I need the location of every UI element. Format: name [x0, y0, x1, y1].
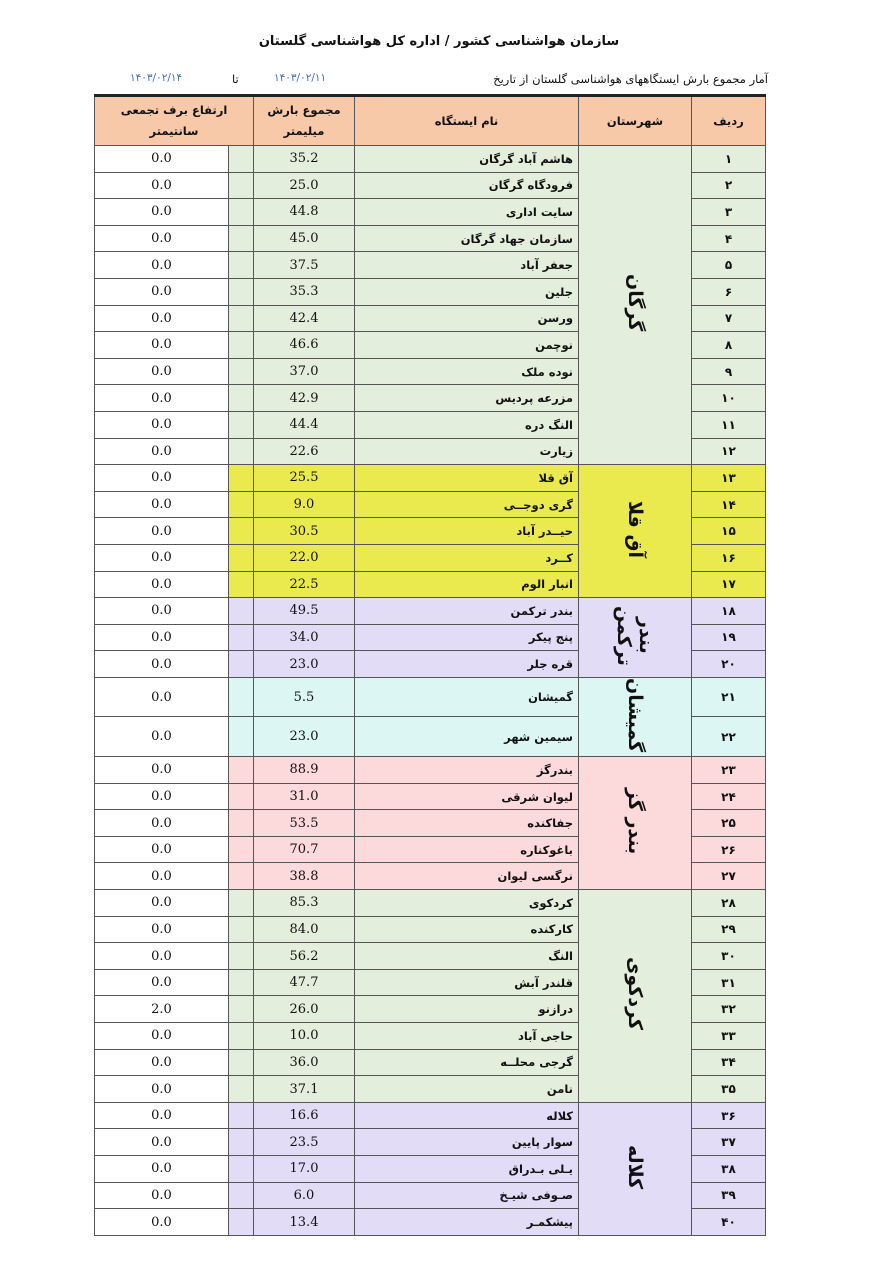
spacer-cell — [229, 1023, 254, 1050]
rain-total: 25.5 — [254, 465, 355, 492]
column-header-row-number: ردیف — [692, 96, 766, 146]
station-name: قلندر آبش — [355, 969, 579, 996]
snow-depth: 0.0 — [95, 225, 229, 252]
row-number: ۲۵ — [692, 810, 766, 837]
rain-total: 37.5 — [254, 252, 355, 279]
rain-total: 22.0 — [254, 544, 355, 571]
rain-total: 53.5 — [254, 810, 355, 837]
table-row — [95, 890, 766, 917]
snow-depth: 0.0 — [95, 385, 229, 412]
row-number: ۱۲ — [692, 438, 766, 465]
rain-total: 31.0 — [254, 783, 355, 810]
row-number: ۵ — [692, 252, 766, 279]
row-number: ۴۰ — [692, 1209, 766, 1236]
spacer-cell — [229, 943, 254, 970]
row-number: ۳۵ — [692, 1076, 766, 1103]
spacer-cell — [229, 624, 254, 651]
row-number: ۳۸ — [692, 1156, 766, 1183]
city-cell — [579, 598, 692, 678]
rain-total: 26.0 — [254, 996, 355, 1023]
snow-depth: 0.0 — [95, 836, 229, 863]
station-name: زیارت — [355, 438, 579, 465]
city-name: بندر گز — [624, 787, 646, 855]
row-number: ۱۵ — [692, 518, 766, 545]
spacer-cell — [229, 717, 254, 757]
spacer-cell — [229, 491, 254, 518]
snow-depth: 0.0 — [95, 544, 229, 571]
city-name: کردکوی — [624, 957, 646, 1031]
station-name: مزرعه پردیس — [355, 385, 579, 412]
rain-total: 22.6 — [254, 438, 355, 465]
station-name: پیشکمـر — [355, 1209, 579, 1236]
rain-total: 23.0 — [254, 651, 355, 678]
spacer-cell — [229, 544, 254, 571]
snow-depth: 0.0 — [95, 863, 229, 890]
row-number: ۱۳ — [692, 465, 766, 492]
row-number: ۱۴ — [692, 491, 766, 518]
snow-depth: 0.0 — [95, 358, 229, 385]
spacer-cell — [229, 278, 254, 305]
row-number: ۱ — [692, 146, 766, 173]
station-name: پنج پیکر — [355, 624, 579, 651]
rain-total: 47.7 — [254, 969, 355, 996]
table-row — [95, 598, 766, 625]
snow-depth: 0.0 — [95, 757, 229, 784]
spacer-cell — [229, 571, 254, 598]
station-name: گمیشان — [355, 677, 579, 717]
station-name: حاجی آباد — [355, 1023, 579, 1050]
spacer-cell — [229, 172, 254, 199]
station-name: بندر ترکمن — [355, 598, 579, 625]
snow-header-line1: ارتفاع برف تجمعی — [120, 103, 228, 117]
rain-header-line2: میلیمتر — [283, 124, 325, 138]
snow-depth: 0.0 — [95, 1023, 229, 1050]
rain-total: 37.1 — [254, 1076, 355, 1103]
station-name: سیمین شهر — [355, 717, 579, 757]
snow-depth: 0.0 — [95, 252, 229, 279]
snow-depth: 0.0 — [95, 278, 229, 305]
row-number: ۳۱ — [692, 969, 766, 996]
station-name: نوچمن — [355, 332, 579, 359]
station-name: النگ دره — [355, 411, 579, 438]
spacer-cell — [229, 677, 254, 717]
rain-total: 34.0 — [254, 624, 355, 651]
spacer-cell — [229, 863, 254, 890]
city-name: بندر ترکمن — [613, 605, 657, 666]
row-number: ۳۲ — [692, 996, 766, 1023]
row-number: ۱۹ — [692, 624, 766, 651]
station-name: یـلی بـدراق — [355, 1156, 579, 1183]
station-name: کارکنده — [355, 916, 579, 943]
snow-depth: 0.0 — [95, 199, 229, 226]
rain-header-line1: مجموع بارش — [267, 103, 341, 117]
rain-total: 49.5 — [254, 598, 355, 625]
spacer-cell — [229, 385, 254, 412]
snow-depth: 0.0 — [95, 146, 229, 173]
rain-total: 70.7 — [254, 836, 355, 863]
snow-depth: 0.0 — [95, 916, 229, 943]
city-name: گرگان — [624, 274, 646, 332]
snow-depth: 0.0 — [95, 411, 229, 438]
rain-total: 35.3 — [254, 278, 355, 305]
rain-total: 88.9 — [254, 757, 355, 784]
spacer-cell — [229, 305, 254, 332]
rain-total: 44.8 — [254, 199, 355, 226]
spacer-cell — [229, 518, 254, 545]
spacer-cell — [229, 411, 254, 438]
snow-depth: 0.0 — [95, 1102, 229, 1129]
spacer-cell — [229, 438, 254, 465]
row-number: ۳۶ — [692, 1102, 766, 1129]
city-name: کلاله — [624, 1144, 646, 1189]
table-row — [95, 465, 766, 492]
row-number: ۸ — [692, 332, 766, 359]
spacer-cell — [229, 916, 254, 943]
station-name: کردکوی — [355, 890, 579, 917]
station-name: لیوان شرقی — [355, 783, 579, 810]
station-name: انبار الوم — [355, 571, 579, 598]
snow-depth: 0.0 — [95, 571, 229, 598]
snow-depth: 0.0 — [95, 783, 229, 810]
table-row — [95, 677, 766, 717]
rain-total: 30.5 — [254, 518, 355, 545]
spacer-cell — [229, 890, 254, 917]
spacer-cell — [229, 1102, 254, 1129]
table-header-row — [95, 96, 766, 146]
rain-total: 45.0 — [254, 225, 355, 252]
row-number: ۲۷ — [692, 863, 766, 890]
report-subtitle: آمار مجموع بارش ایستگاههای هواشناسی گلستان از تاریخ — [493, 72, 768, 86]
snow-depth: 0.0 — [95, 1156, 229, 1183]
rain-total: 23.0 — [254, 717, 355, 757]
spacer-cell — [229, 810, 254, 837]
city-cell — [579, 757, 692, 890]
row-number: ۲۳ — [692, 757, 766, 784]
snow-depth: 0.0 — [95, 598, 229, 625]
table-row — [95, 757, 766, 784]
station-name: جعفر آباد — [355, 252, 579, 279]
spacer-cell — [229, 199, 254, 226]
station-name: النگ — [355, 943, 579, 970]
station-name: درازنو — [355, 996, 579, 1023]
snow-depth: 0.0 — [95, 651, 229, 678]
station-name: بندرگز — [355, 757, 579, 784]
row-number: ۳۳ — [692, 1023, 766, 1050]
station-name: جفاکنده — [355, 810, 579, 837]
rain-total: 35.2 — [254, 146, 355, 173]
rain-total: 46.6 — [254, 332, 355, 359]
rain-total: 23.5 — [254, 1129, 355, 1156]
station-name: صـوفی شیـخ — [355, 1182, 579, 1209]
snow-depth: 0.0 — [95, 943, 229, 970]
spacer-cell — [229, 146, 254, 173]
row-number: ۲۸ — [692, 890, 766, 917]
station-name: آق قلا — [355, 465, 579, 492]
station-name: نامن — [355, 1076, 579, 1103]
date-from: ۱۴۰۳/۰۲/۱۱ — [274, 72, 327, 84]
rain-total: 13.4 — [254, 1209, 355, 1236]
station-name: کــرد — [355, 544, 579, 571]
row-number: ۱۸ — [692, 598, 766, 625]
snow-depth: 0.0 — [95, 717, 229, 757]
city-name: آق قلا — [624, 500, 646, 558]
column-header-snow — [95, 96, 254, 146]
snow-depth: 0.0 — [95, 332, 229, 359]
snow-depth: 0.0 — [95, 969, 229, 996]
snow-depth: 0.0 — [95, 172, 229, 199]
spacer-cell — [229, 332, 254, 359]
station-name: نرگسی لیوان — [355, 863, 579, 890]
rain-total: 25.0 — [254, 172, 355, 199]
row-number: ۳۰ — [692, 943, 766, 970]
spacer-cell — [229, 225, 254, 252]
row-number: ۱۱ — [692, 411, 766, 438]
station-name: گری دوجــی — [355, 491, 579, 518]
snow-depth: 0.0 — [95, 1209, 229, 1236]
spacer-cell — [229, 969, 254, 996]
spacer-cell — [229, 1049, 254, 1076]
city-cell — [579, 465, 692, 598]
station-name: حیــدر آباد — [355, 518, 579, 545]
station-name: فرودگاه گرگان — [355, 172, 579, 199]
snow-depth: 0.0 — [95, 305, 229, 332]
spacer-cell — [229, 1129, 254, 1156]
city-cell — [579, 890, 692, 1103]
station-name: قره جلر — [355, 651, 579, 678]
rain-total: 85.3 — [254, 890, 355, 917]
station-name: نوده ملک — [355, 358, 579, 385]
date-to: ۱۴۰۳/۰۲/۱۴ — [130, 72, 183, 84]
snow-depth: 0.0 — [95, 624, 229, 651]
report-title: سازمان هواشناسی کشور / اداره کل هواشناسی گلستان — [258, 34, 620, 49]
row-number: ۲ — [692, 172, 766, 199]
row-number: ۲۱ — [692, 677, 766, 717]
rain-total: 5.5 — [254, 677, 355, 717]
rain-total: 56.2 — [254, 943, 355, 970]
date-to-label: تا — [232, 72, 239, 86]
snow-depth: 0.0 — [95, 465, 229, 492]
row-number: ۲۹ — [692, 916, 766, 943]
spacer-cell — [229, 651, 254, 678]
rain-total: 22.5 — [254, 571, 355, 598]
row-number: ۳ — [692, 199, 766, 226]
snow-depth: 0.0 — [95, 1076, 229, 1103]
precipitation-table — [94, 94, 766, 1236]
snow-header-line2: سانتیمتر — [149, 124, 199, 138]
row-number: ۳۹ — [692, 1182, 766, 1209]
spacer-cell — [229, 996, 254, 1023]
row-number: ۳۷ — [692, 1129, 766, 1156]
city-cell — [579, 146, 692, 465]
snow-depth: 0.0 — [95, 438, 229, 465]
table-body — [95, 146, 766, 1236]
spacer-cell — [229, 1076, 254, 1103]
snow-depth: 0.0 — [95, 1129, 229, 1156]
rain-total: 10.0 — [254, 1023, 355, 1050]
station-name: ورسن — [355, 305, 579, 332]
spacer-cell — [229, 252, 254, 279]
rain-total: 38.8 — [254, 863, 355, 890]
spacer-cell — [229, 757, 254, 784]
row-number: ۱۶ — [692, 544, 766, 571]
table-row — [95, 146, 766, 173]
spacer-cell — [229, 598, 254, 625]
station-name: کلاله — [355, 1102, 579, 1129]
spacer-cell — [229, 836, 254, 863]
spacer-cell — [229, 1156, 254, 1183]
snow-depth: 0.0 — [95, 810, 229, 837]
rain-total: 17.0 — [254, 1156, 355, 1183]
spacer-cell — [229, 358, 254, 385]
rain-total: 42.9 — [254, 385, 355, 412]
station-name: سایت اداری — [355, 199, 579, 226]
rain-total: 44.4 — [254, 411, 355, 438]
row-number: ۲۲ — [692, 717, 766, 757]
spacer-cell — [229, 465, 254, 492]
snow-depth: 2.0 — [95, 996, 229, 1023]
spacer-cell — [229, 1209, 254, 1236]
row-number: ۹ — [692, 358, 766, 385]
rain-total: 9.0 — [254, 491, 355, 518]
city-name: گمیشان — [624, 677, 646, 753]
row-number: ۱۰ — [692, 385, 766, 412]
row-number: ۶ — [692, 278, 766, 305]
snow-depth: 0.0 — [95, 491, 229, 518]
spacer-cell — [229, 1182, 254, 1209]
rain-total: 42.4 — [254, 305, 355, 332]
station-name: هاشم آباد گرگان — [355, 146, 579, 173]
column-header-rain — [254, 96, 355, 146]
table-row — [95, 1102, 766, 1129]
column-header-station: نام ایستگاه — [355, 96, 579, 146]
station-name: گرجی محلــه — [355, 1049, 579, 1076]
row-number: ۷ — [692, 305, 766, 332]
station-name: سوار پایین — [355, 1129, 579, 1156]
snow-depth: 0.0 — [95, 1182, 229, 1209]
snow-depth: 0.0 — [95, 1049, 229, 1076]
rain-total: 84.0 — [254, 916, 355, 943]
row-number: ۲۰ — [692, 651, 766, 678]
snow-depth: 0.0 — [95, 518, 229, 545]
city-cell — [579, 677, 692, 756]
snow-depth: 0.0 — [95, 890, 229, 917]
rain-total: 16.6 — [254, 1102, 355, 1129]
rain-total: 36.0 — [254, 1049, 355, 1076]
column-header-city: شهرستان — [579, 96, 692, 146]
row-number: ۲۶ — [692, 836, 766, 863]
rain-total: 37.0 — [254, 358, 355, 385]
rain-total: 6.0 — [254, 1182, 355, 1209]
city-cell — [579, 1102, 692, 1235]
station-name: باغوکناره — [355, 836, 579, 863]
spacer-cell — [229, 783, 254, 810]
snow-depth: 0.0 — [95, 677, 229, 717]
station-name: جلین — [355, 278, 579, 305]
row-number: ۳۴ — [692, 1049, 766, 1076]
station-name: سازمان جهاد گرگان — [355, 225, 579, 252]
row-number: ۱۷ — [692, 571, 766, 598]
row-number: ۴ — [692, 225, 766, 252]
row-number: ۲۴ — [692, 783, 766, 810]
